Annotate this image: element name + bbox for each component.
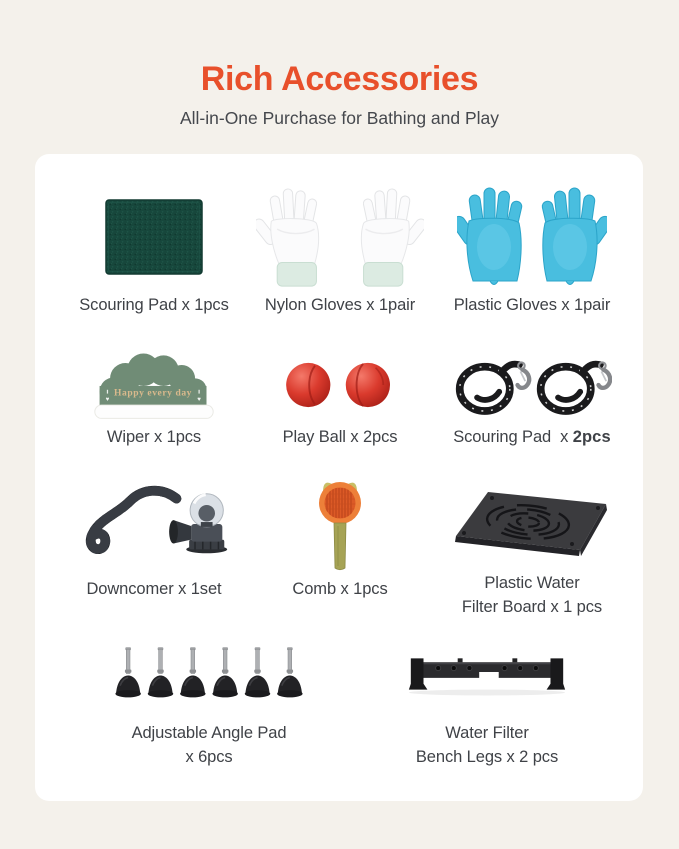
label-line-2: Filter Board x 1 pcs <box>461 597 603 616</box>
scouring-pad-image <box>104 198 204 276</box>
item-label-plastic-gloves: Plastic Gloves x 1pair <box>453 296 611 314</box>
label-line-2: x 6pcs <box>185 747 233 766</box>
comb-photo <box>247 476 433 572</box>
water-filter-board-image <box>454 486 610 562</box>
accessories-card <box>35 154 643 801</box>
heart-icon: ♥ <box>197 396 201 404</box>
item-downcomer <box>61 476 247 600</box>
item-label-wiper: Wiper x 1pcs <box>106 428 202 446</box>
leashes-label-text: Scouring Pad x <box>453 428 573 446</box>
item-wiper <box>61 344 247 448</box>
wiper-photo <box>61 344 247 426</box>
item-label-scouring-pad: Scouring Pad x 1pcs <box>79 296 229 314</box>
play-balls-image <box>282 360 398 410</box>
adjustable-angle-pads-photo <box>74 642 344 702</box>
item-label-comb: Comb x 1pcs <box>292 580 388 598</box>
item-plastic-gloves <box>439 180 625 316</box>
heart-icon: ♥ <box>105 396 110 404</box>
item-comb <box>247 476 433 600</box>
item-label-adjustable-angle-pad <box>132 722 287 769</box>
item-leashes <box>439 344 625 448</box>
water-filter-board-photo <box>439 476 625 572</box>
leashes-photo <box>439 344 625 426</box>
item-scouring-pad <box>61 180 247 316</box>
leashes-label-qty: 2pcs <box>572 428 611 446</box>
item-nylon-gloves <box>247 180 433 316</box>
item-bench-legs <box>352 642 622 769</box>
bench-legs-image <box>403 646 571 698</box>
item-play-ball <box>247 344 433 448</box>
label-line-2: Bench Legs x 2 pcs <box>415 747 559 766</box>
page-subtitle: All-in-One Purchase for Bathing and Play <box>179 108 500 128</box>
wiper-cloud-shape <box>100 354 207 409</box>
item-label-play-ball: Play Ball x 2pcs <box>282 428 398 446</box>
nylon-gloves-photo <box>247 180 433 294</box>
play-balls-photo <box>247 344 433 426</box>
item-label-bench-legs <box>416 722 558 769</box>
downcomer-image <box>75 483 233 565</box>
item-label-water-filter-board <box>462 572 602 619</box>
label-line-1: Water Filter <box>445 724 529 742</box>
scouring-pad-photo <box>61 180 247 294</box>
nylon-gloves-image <box>256 184 424 290</box>
item-water-filter-board <box>439 476 625 619</box>
downcomer-photo <box>61 476 247 572</box>
leashes-image <box>452 353 612 417</box>
item-adjustable-angle-pad <box>74 642 344 769</box>
comb-image <box>315 476 365 572</box>
label-line-1: Adjustable Angle Pad <box>131 724 287 742</box>
bench-legs-photo <box>352 642 622 702</box>
item-label-leashes <box>453 426 610 448</box>
wiper-image <box>91 349 217 421</box>
adjustable-angle-pads-image <box>114 644 304 701</box>
happy-every-day-engraving: Happy every day <box>114 387 193 399</box>
item-label-downcomer: Downcomer x 1set <box>86 580 222 598</box>
label-line-1: Plastic Water <box>484 574 580 592</box>
page-title: Rich Accessories <box>200 60 479 98</box>
plastic-gloves-photo <box>439 180 625 294</box>
plastic-gloves-image <box>457 185 607 289</box>
item-label-nylon-gloves: Nylon Gloves x 1pair <box>264 296 416 314</box>
header <box>0 58 679 129</box>
